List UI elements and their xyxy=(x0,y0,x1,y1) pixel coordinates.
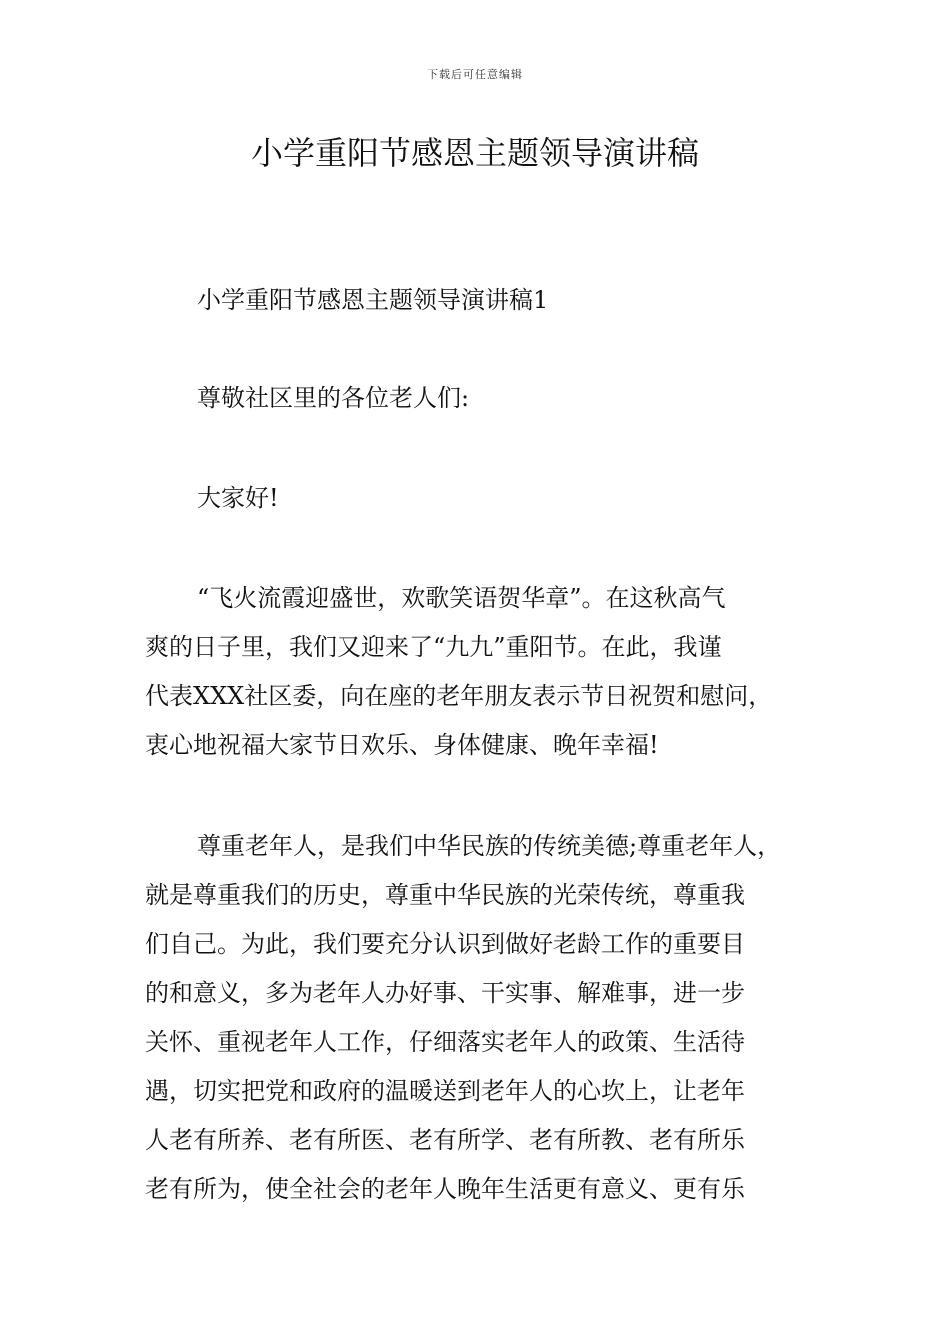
speech-subtitle xyxy=(145,276,810,325)
paragraph-line: 遇，切实把党和政府的温暖送到老年人的心坎上，让老年 xyxy=(145,1077,745,1105)
paragraph-line: 衷心地祝福大家节日欢乐、身体健康、晚年幸福! xyxy=(145,731,659,759)
document-title: 小学重阳节感恩主题领导演讲稿 xyxy=(250,134,699,172)
paragraph-line: 关怀、重视老年人工作，仔细落实老年人的政策、生活待 xyxy=(145,1028,745,1056)
paragraph-line: 的和意义，多为老年人办好事、干实事、解难事，进一步 xyxy=(145,979,745,1007)
salutation-line: 尊敬社区里的各位老人们: xyxy=(197,384,470,412)
paragraph-line: 老有所为，使全社会的老年人晚年生活更有意义、更有乐 xyxy=(145,1175,745,1203)
paragraph-1 xyxy=(145,574,810,770)
paragraph-line: 尊重老年人，是我们中华民族的传统美德;尊重老年人， xyxy=(197,832,782,860)
paragraph-line: 们自己。为此，我们要充分认识到做好老龄工作的重要目 xyxy=(145,930,745,958)
paragraph-2 xyxy=(145,822,810,1214)
paragraph-line: 爽的日子里，我们又迎来了“九九”重阳节。在此，我谨 xyxy=(145,633,722,661)
greeting-line: 大家好! xyxy=(197,484,279,512)
salutation xyxy=(145,374,810,423)
header-note: 下载后可任意编辑 xyxy=(427,68,523,81)
paragraph-line: 人老有所养、老有所医、老有所学、老有所教、老有所乐 xyxy=(145,1126,745,1154)
paragraph-line: 就是尊重我们的历史，尊重中华民族的光荣传统，尊重我 xyxy=(145,881,745,909)
subtitle-line: 小学重阳节感恩主题领导演讲稿1 xyxy=(197,286,549,314)
paragraph-line: “飞火流霞迎盛世，欢歌笑语贺华章”。在这秋高气 xyxy=(197,584,726,612)
paragraph-line: 代表XXX社区委，向在座的老年朋友表示节日祝贺和慰问， xyxy=(145,682,773,710)
greeting xyxy=(145,474,810,523)
